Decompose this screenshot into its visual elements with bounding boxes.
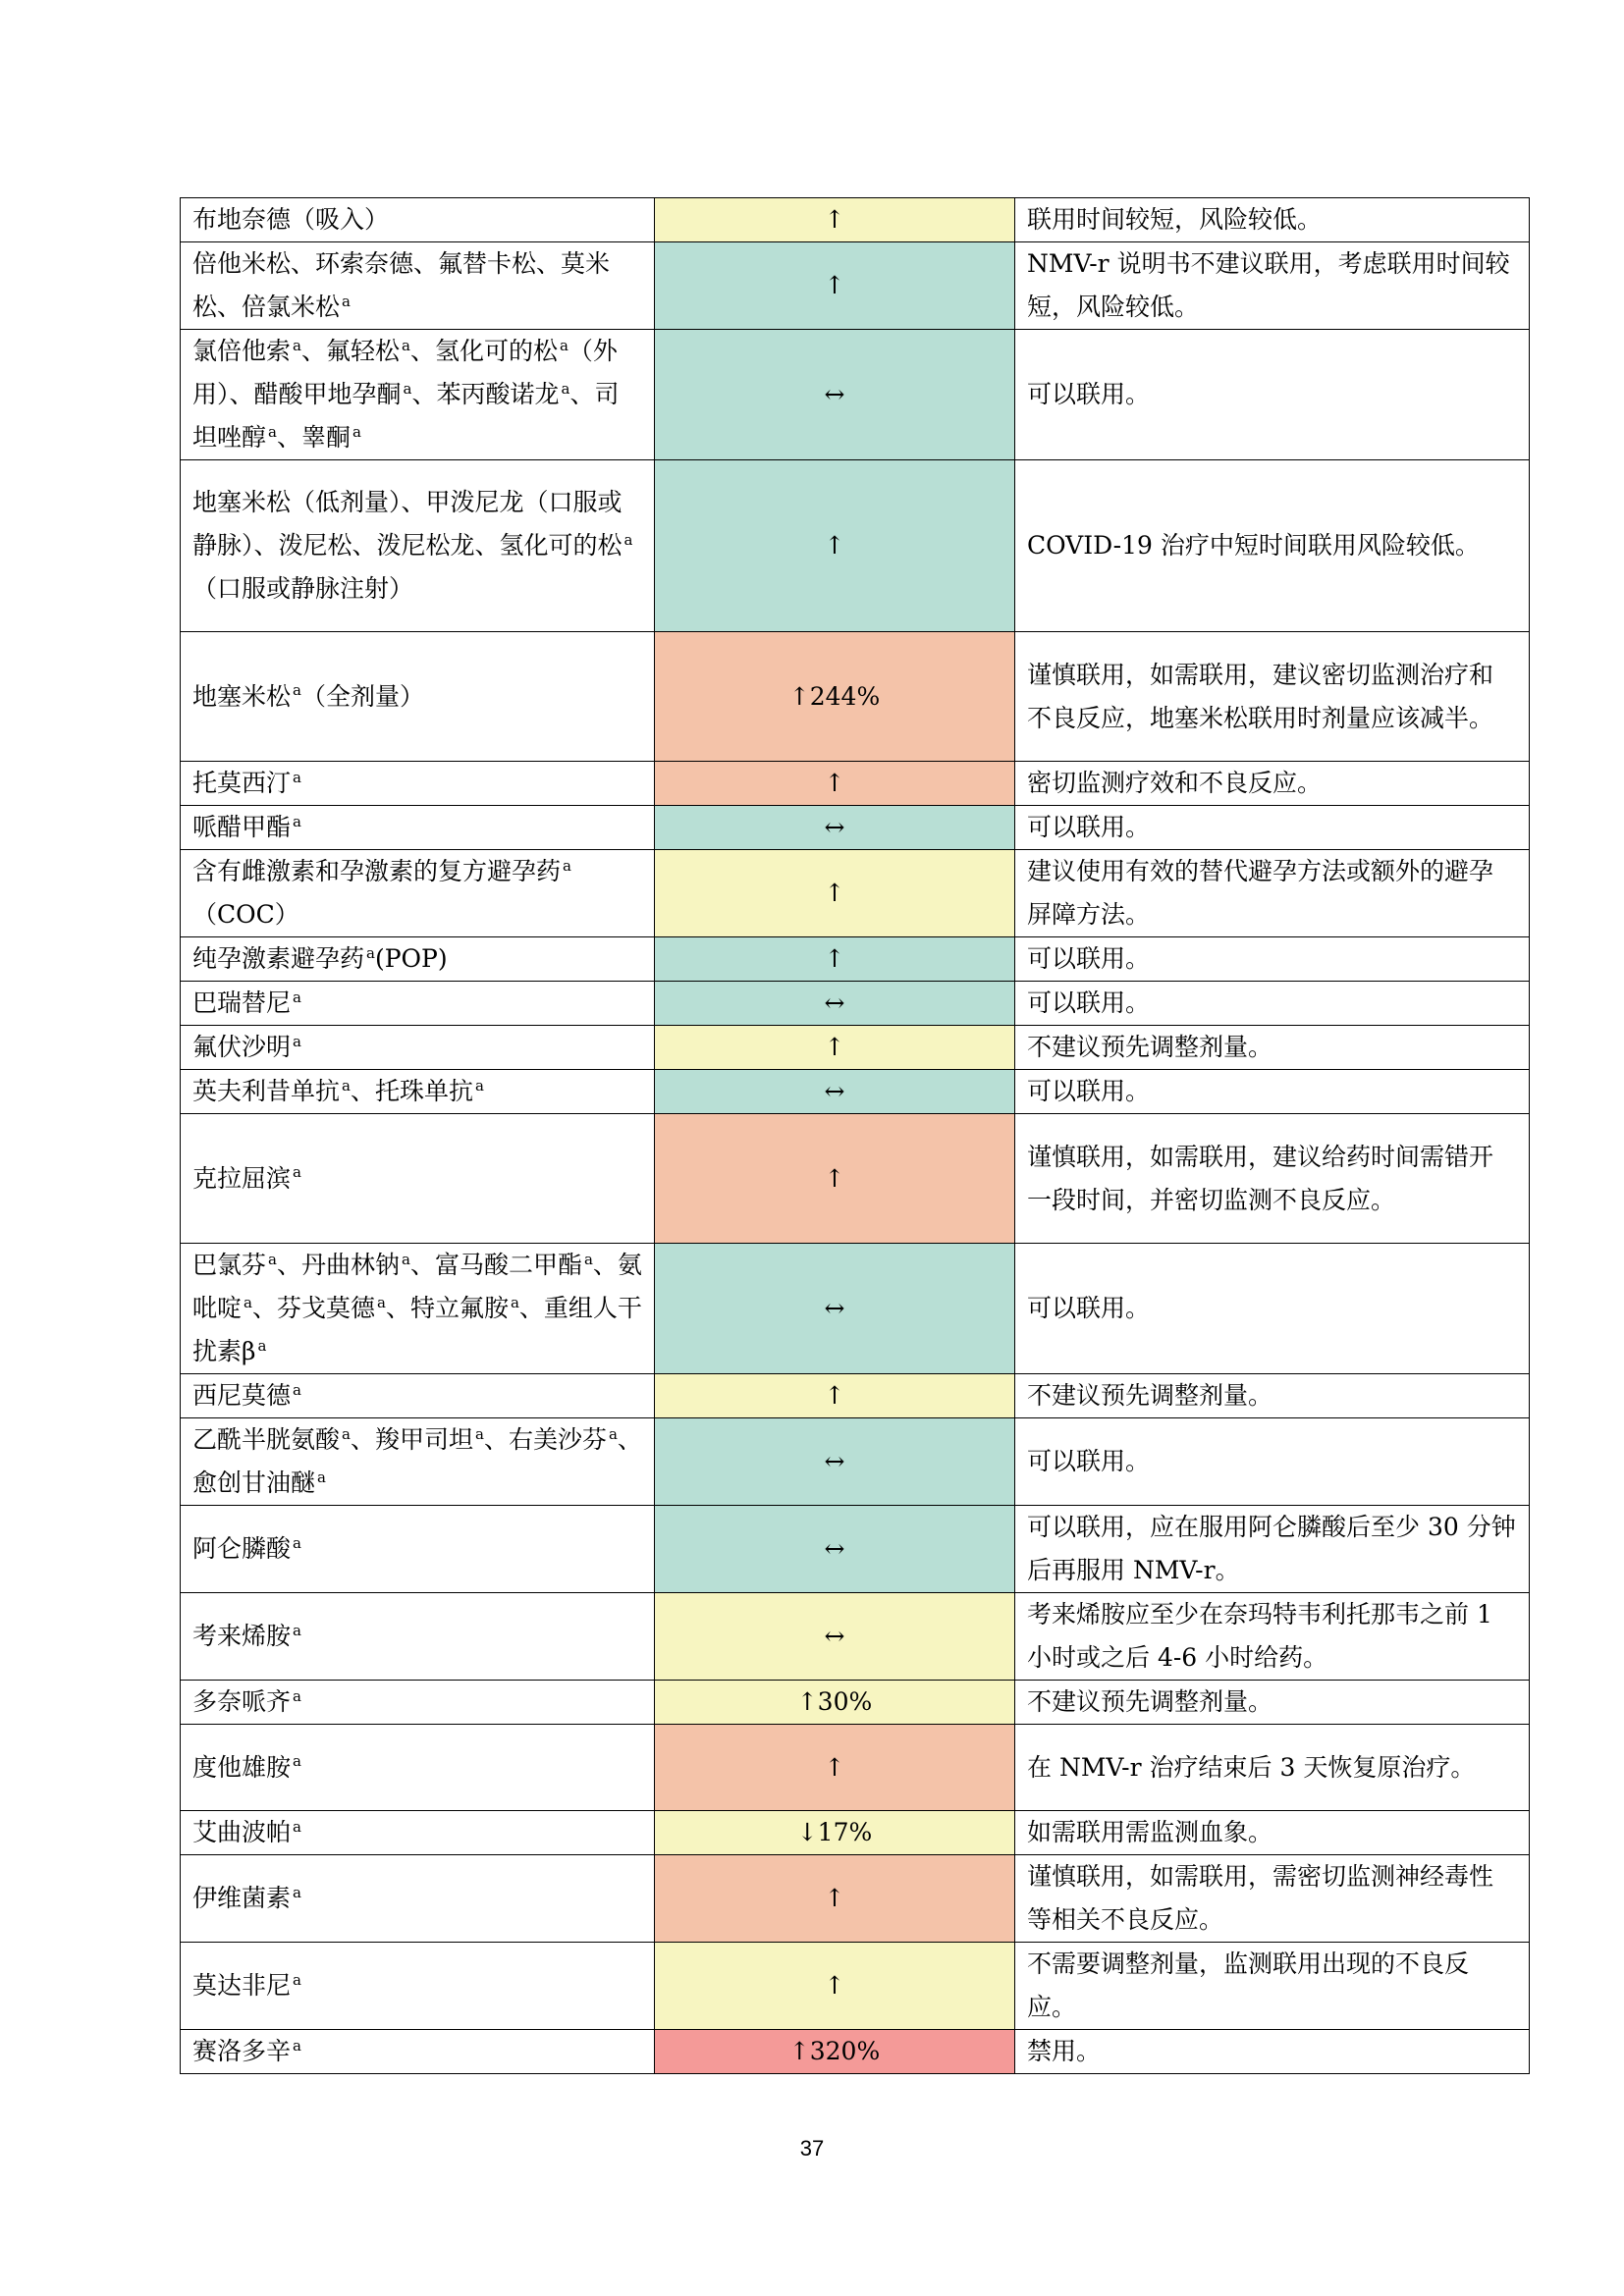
table-row: [181, 330, 1530, 460]
effect-cell: [655, 982, 1015, 1026]
recommendation-cell: 建议使用有效的替代避孕方法或额外的避孕屏障方法。: [1015, 850, 1530, 937]
effect-value: ↑: [824, 1971, 845, 2000]
effect-cell: [655, 1026, 1015, 1070]
recommendation-cell: 可以联用。: [1015, 1418, 1530, 1506]
footnote-marker: a: [293, 1686, 301, 1705]
table-row: [181, 806, 1530, 850]
drug-cell: 西尼莫德 $^a$: [181, 1374, 655, 1418]
footnote-marker: a: [401, 336, 410, 354]
effect-cell: [655, 1114, 1015, 1244]
recommendation-cell: 可以联用。: [1015, 1070, 1530, 1114]
table-row: [181, 1681, 1530, 1725]
effect-value: ↑: [824, 879, 845, 907]
recommendation-cell: COVID-19 治疗中短时间联用风险较低。: [1015, 460, 1530, 632]
footnote-marker: a: [559, 336, 568, 354]
footnote-marker: a: [474, 1424, 484, 1443]
effect-cell: [655, 1593, 1015, 1681]
effect-value: ↑: [824, 1163, 845, 1193]
effect-cell: [655, 1506, 1015, 1593]
effect-value: ↑: [824, 531, 845, 560]
drug-cell: 纯孕激素避孕药 $^a$(POP): [181, 937, 655, 982]
effect-value: ↑30%: [796, 1687, 873, 1716]
recommendation-cell: 可以联用。: [1015, 1244, 1530, 1374]
table-row: [181, 937, 1530, 982]
effect-value: ↑: [824, 271, 845, 299]
table-row: [181, 1244, 1530, 1374]
recommendation-cell: 不建议预先调整剂量。: [1015, 1026, 1530, 1070]
drug-cell: 赛洛多辛 $^a$: [181, 2030, 655, 2074]
interaction-table: [180, 197, 1530, 2074]
effect-cell: [655, 1374, 1015, 1418]
effect-cell: [655, 850, 1015, 937]
recommendation-cell: NMV-r 说明书不建议联用，考虑联用时间较短，风险较低。: [1015, 242, 1530, 330]
effect-cell: [655, 1244, 1015, 1374]
effect-cell: [655, 1943, 1015, 2030]
recommendation-cell: 可以联用。: [1015, 982, 1530, 1026]
footnote-marker: a: [293, 1533, 301, 1552]
footnote-marker: a: [293, 336, 301, 354]
page-number: 37: [799, 2136, 825, 2161]
drug-cell: 克拉屈滨 $^a$: [181, 1114, 655, 1244]
footnote-marker: a: [293, 1752, 301, 1771]
drug-cell: 巴氯芬 $^a$、丹曲林钠 $^a$、富马酸二甲酯 $^a$、氨吡啶 $^a$、芬戈莫德 $^a$、特立氟胺 $^a$、重组人干扰素β $^a$: [181, 1244, 655, 1374]
table-row: [181, 1593, 1530, 1681]
drug-cell: 乙酰半胱氨酸 $^a$、羧甲司坦 $^a$、右美沙芬 $^a$、愈创甘油醚 $^a$: [181, 1418, 655, 1506]
drug-cell: 托莫西汀 $^a$: [181, 762, 655, 806]
table-row: [181, 1811, 1530, 1855]
recommendation-cell: 联用时间较短，风险较低。: [1015, 198, 1530, 242]
recommendation-cell: 可以联用。: [1015, 806, 1530, 850]
table-row: [181, 982, 1530, 1026]
footnote-marker: a: [293, 1817, 301, 1836]
effect-value: ↔: [824, 1622, 845, 1650]
footnote-marker: a: [268, 422, 277, 441]
recommendation-cell: 如需联用需监测血象。: [1015, 1811, 1530, 1855]
footnote-marker: a: [244, 1293, 252, 1311]
recommendation-cell: 不需要调整剂量，监测联用出现的不良反应。: [1015, 1943, 1530, 2030]
effect-cell: [655, 242, 1015, 330]
effect-value: ↑320%: [788, 2037, 881, 2065]
footnote-marker: a: [401, 1250, 410, 1268]
drug-cell: 倍他米松、环索奈德、氟替卡松、莫米松、倍氯米松 $^a$: [181, 242, 655, 330]
effect-value: ↓17%: [796, 1818, 873, 1846]
effect-value: ↑244%: [788, 681, 881, 711]
footnote-marker: a: [293, 1970, 301, 1989]
footnote-marker: a: [608, 1424, 618, 1443]
effect-value: ↔: [824, 1077, 845, 1105]
effect-value: ↑: [824, 205, 845, 234]
table-row: [181, 632, 1530, 762]
recommendation-cell: 谨慎联用，如需联用，建议密切监测治疗和不良反应，地塞米松联用时剂量应该减半。: [1015, 632, 1530, 762]
footnote-marker: a: [293, 768, 301, 786]
footnote-marker: a: [293, 1621, 301, 1639]
footnote-marker: a: [268, 1250, 277, 1268]
footnote-marker: a: [583, 1250, 593, 1268]
effect-value: ↔: [824, 1534, 845, 1563]
table-row: [181, 242, 1530, 330]
drug-cell: 伊维菌素 $^a$: [181, 1855, 655, 1943]
footnote-marker: a: [293, 1883, 301, 1901]
table-row: [181, 2030, 1530, 2074]
footnote-marker: a: [403, 379, 412, 398]
effect-value: ↑: [824, 944, 845, 973]
recommendation-cell: 密切监测疗效和不良反应。: [1015, 762, 1530, 806]
table-row: [181, 1725, 1530, 1811]
recommendation-cell: 谨慎联用，如需联用，需密切监测神经毒性等相关不良反应。: [1015, 1855, 1530, 1943]
drug-cell: 度他雄胺 $^a$: [181, 1725, 655, 1811]
recommendation-cell: 在 NMV-r 治疗结束后 3 天恢复原治疗。: [1015, 1725, 1530, 1811]
drug-cell: 考来烯胺 $^a$: [181, 1593, 655, 1681]
footnote-marker: a: [510, 1293, 519, 1311]
effect-value: ↑: [824, 769, 845, 797]
table-row: [181, 460, 1530, 632]
drug-cell: 莫达非尼 $^a$: [181, 1943, 655, 2030]
footnote-marker: a: [376, 1293, 386, 1311]
recommendation-cell: 不建议预先调整剂量。: [1015, 1374, 1530, 1418]
drug-cell: 多奈哌齐 $^a$: [181, 1681, 655, 1725]
footnote-marker: a: [257, 1336, 267, 1355]
drug-cell: 氯倍他索 $^a$、氟轻松 $^a$、氢化可的松 $^a$（外用）、醋酸甲地孕酮 $^a$、苯丙酸诺龙 $^a$、司坦唑醇 $^a$、睾酮 $^a$: [181, 330, 655, 460]
drug-cell: 地塞米松 $^a$（全剂量）: [181, 632, 655, 762]
recommendation-cell: 可以联用，应在服用阿仑膦酸后至少 30 分钟后再服用 NMV-r。: [1015, 1506, 1530, 1593]
footnote-marker: a: [366, 943, 375, 962]
effect-cell: [655, 330, 1015, 460]
effect-value: ↔: [824, 1447, 845, 1475]
effect-cell: [655, 806, 1015, 850]
footnote-marker: a: [563, 856, 571, 875]
footnote-marker: a: [293, 1032, 301, 1050]
effect-cell: [655, 1070, 1015, 1114]
footnote-marker: a: [293, 681, 301, 700]
footnote-marker: a: [293, 812, 301, 830]
effect-value: ↔: [824, 380, 845, 408]
interaction-table-body: [181, 198, 1530, 2074]
table-row: [181, 1026, 1530, 1070]
recommendation-cell: 考来烯胺应至少在奈玛特韦利托那韦之前 1 小时或之后 4-6 小时给药。: [1015, 1593, 1530, 1681]
table-row: [181, 850, 1530, 937]
recommendation-cell: 不建议预先调整剂量。: [1015, 1681, 1530, 1725]
recommendation-cell: 可以联用。: [1015, 330, 1530, 460]
drug-cell: 英夫利昔单抗 $^a$、托珠单抗 $^a$: [181, 1070, 655, 1114]
table-row: [181, 1943, 1530, 2030]
effect-value: ↔: [824, 988, 845, 1017]
drug-cell: 巴瑞替尼 $^a$: [181, 982, 655, 1026]
effect-value: ↑: [824, 1033, 845, 1061]
effect-cell: [655, 937, 1015, 982]
effect-value: ↑: [824, 1381, 845, 1410]
footnote-marker: a: [474, 1076, 484, 1095]
drug-cell: 地塞米松（低剂量）、甲泼尼龙（口服或静脉）、泼尼松、泼尼松龙、氢化可的松 $^a$（口服或静脉注射）: [181, 460, 655, 632]
footnote-marker: a: [317, 1468, 326, 1486]
footnote-marker: a: [293, 2036, 301, 2055]
footnote-marker: a: [342, 1424, 351, 1443]
table-row: [181, 1506, 1530, 1593]
recommendation-cell: 谨慎联用，如需联用，建议给药时间需错开一段时间，并密切监测不良反应。: [1015, 1114, 1530, 1244]
recommendation-cell: 可以联用。: [1015, 937, 1530, 982]
effect-value: ↔: [824, 813, 845, 841]
drug-cell: 氟伏沙明 $^a$: [181, 1026, 655, 1070]
table-row: [181, 198, 1530, 242]
footnote-marker: a: [561, 379, 570, 398]
effect-cell: [655, 1418, 1015, 1506]
effect-cell: [655, 2030, 1015, 2074]
drug-cell: 阿仑膦酸 $^a$: [181, 1506, 655, 1593]
effect-cell: [655, 1725, 1015, 1811]
footnote-marker: a: [293, 1380, 301, 1399]
effect-value: ↑: [824, 1884, 845, 1912]
table-row: [181, 762, 1530, 806]
table-row: [181, 1070, 1530, 1114]
table-row: [181, 1418, 1530, 1506]
recommendation-cell: 禁用。: [1015, 2030, 1530, 2074]
table-row: [181, 1855, 1530, 1943]
footnote-marker: a: [623, 530, 633, 549]
effect-cell: [655, 460, 1015, 632]
drug-cell: 艾曲波帕 $^a$: [181, 1811, 655, 1855]
footnote-marker: a: [342, 292, 351, 310]
footnote-marker: a: [352, 422, 361, 441]
footnote-marker: a: [293, 988, 301, 1006]
effect-cell: [655, 198, 1015, 242]
effect-cell: [655, 1855, 1015, 1943]
effect-cell: [655, 1811, 1015, 1855]
effect-cell: [655, 632, 1015, 762]
effect-value: ↑: [824, 1752, 845, 1782]
drug-cell: 哌醋甲酯 $^a$: [181, 806, 655, 850]
table-row: [181, 1374, 1530, 1418]
drug-cell: 含有雌激素和孕激素的复方避孕药 $^a$（COC）: [181, 850, 655, 937]
footnote-marker: a: [342, 1076, 351, 1095]
effect-value: ↔: [824, 1294, 845, 1322]
effect-cell: [655, 762, 1015, 806]
drug-cell: 布地奈德（吸入）: [181, 198, 655, 242]
table-row: [181, 1114, 1530, 1244]
effect-cell: [655, 1681, 1015, 1725]
footnote-marker: a: [293, 1163, 301, 1182]
